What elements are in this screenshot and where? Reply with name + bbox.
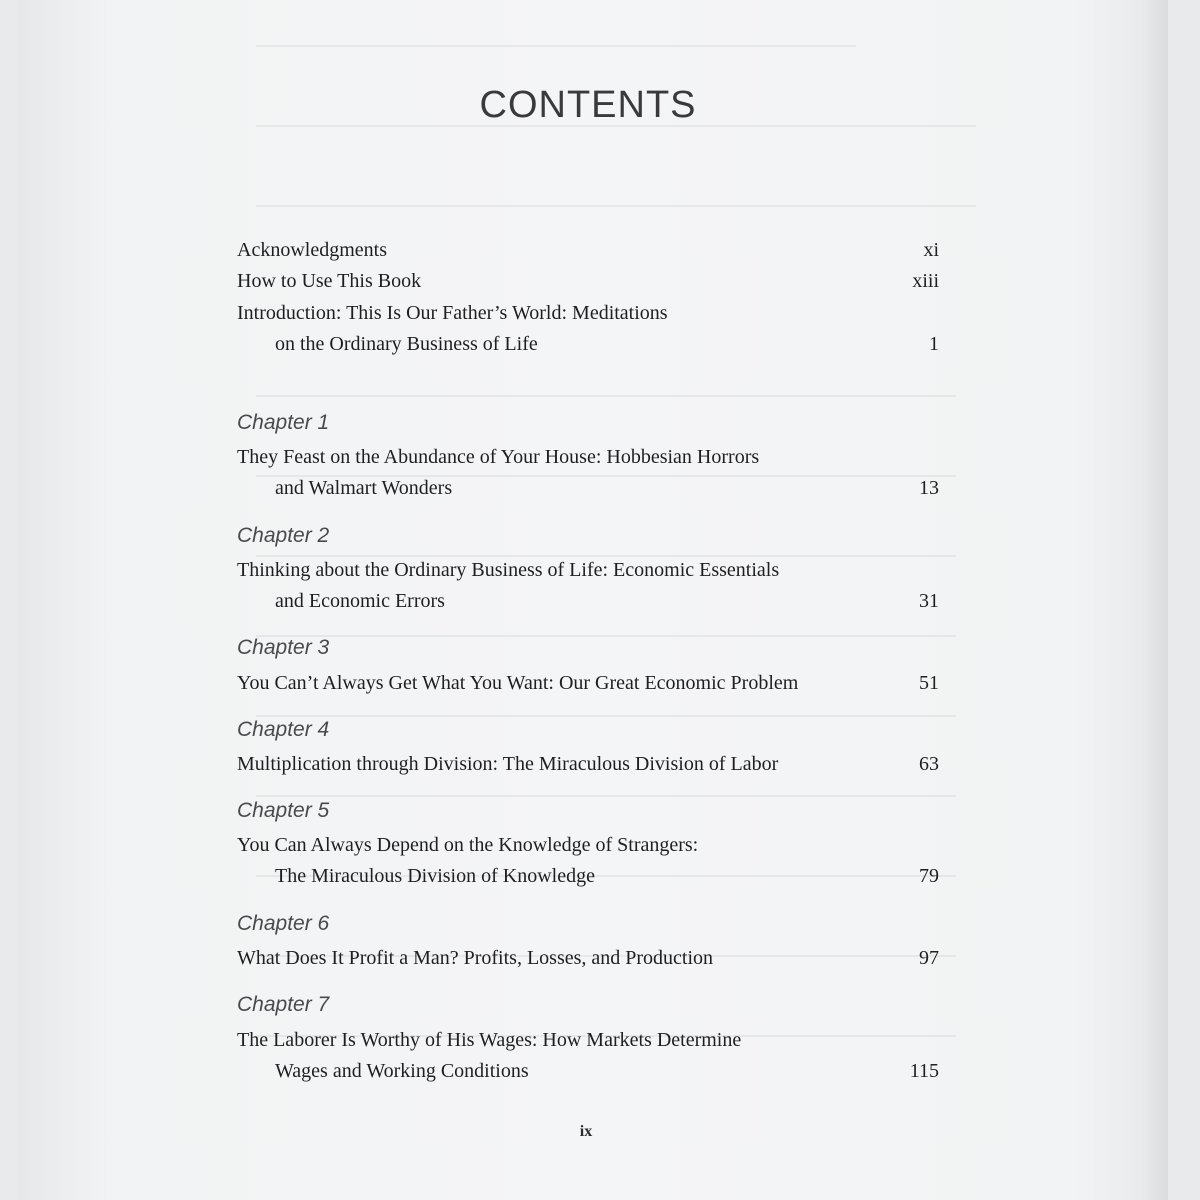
toc-entry-title-continued: The Miraculous Division of Knowledge: [275, 865, 595, 887]
chapter-label: Chapter 6: [237, 912, 330, 935]
book-page: [18, 0, 1168, 1200]
toc-entry-page: 63: [919, 753, 939, 775]
toc-entry-title: How to Use This Book: [237, 270, 422, 292]
toc-entry-title: The Laborer Is Worthy of His Wages: How Markets Determine: [237, 1029, 742, 1051]
show-through-mark: [256, 395, 956, 397]
toc-entry-page: 51: [919, 672, 939, 694]
show-through-mark: [256, 635, 956, 637]
chapter-label: Chapter 2: [237, 524, 330, 547]
page-title: CONTENTS: [479, 84, 697, 126]
toc-entry-title-continued: and Walmart Wonders: [275, 477, 453, 499]
chapter-label: Chapter 3: [237, 636, 330, 659]
toc-entry-page: 1: [929, 333, 939, 355]
show-through-mark: [256, 555, 956, 557]
toc-entry-title: Thinking about the Ordinary Business of Life: Economic Essentials: [237, 559, 780, 581]
toc-entry-page: xi: [923, 239, 939, 261]
toc-entry-page: 115: [909, 1060, 939, 1082]
chapter-label: Chapter 4: [237, 718, 330, 741]
toc-entry-page: 97: [919, 947, 939, 969]
toc-entry-page: 79: [919, 865, 939, 887]
toc-entry-title-continued: on the Ordinary Business of Life: [275, 333, 538, 355]
toc-entry-title: You Can Always Depend on the Knowledge of Strangers:: [237, 834, 699, 856]
page-number: ix: [579, 1123, 593, 1140]
chapter-label: Chapter 5: [237, 799, 330, 822]
chapter-label: Chapter 1: [237, 411, 330, 434]
toc-entry-title: Multiplication through Division: The Miraculous Division of Labor: [237, 753, 779, 775]
toc-entry-page: xiii: [912, 270, 939, 292]
toc-entry-title: You Can’t Always Get What You Want: Our Great Economic Problem: [237, 672, 799, 694]
show-through-mark: [256, 715, 956, 717]
toc-entry-title-continued: and Economic Errors: [275, 590, 445, 612]
toc-entry-page: 31: [919, 590, 939, 612]
show-through-mark: [256, 205, 976, 207]
toc-entry-title: What Does It Profit a Man? Profits, Losses, and Production: [237, 947, 714, 969]
show-through-mark: [256, 45, 856, 47]
chapter-label: Chapter 7: [237, 993, 330, 1016]
toc-entry-page: 13: [919, 477, 939, 499]
show-through-mark: [256, 795, 956, 797]
toc-entry-title: They Feast on the Abundance of Your House: Hobbesian Horrors: [237, 446, 760, 468]
toc-entry-title-continued: Wages and Working Conditions: [275, 1060, 529, 1082]
toc-entry-title: Introduction: This Is Our Father’s World: Meditations: [237, 302, 668, 324]
toc-entry-title: Acknowledgments: [237, 239, 387, 261]
